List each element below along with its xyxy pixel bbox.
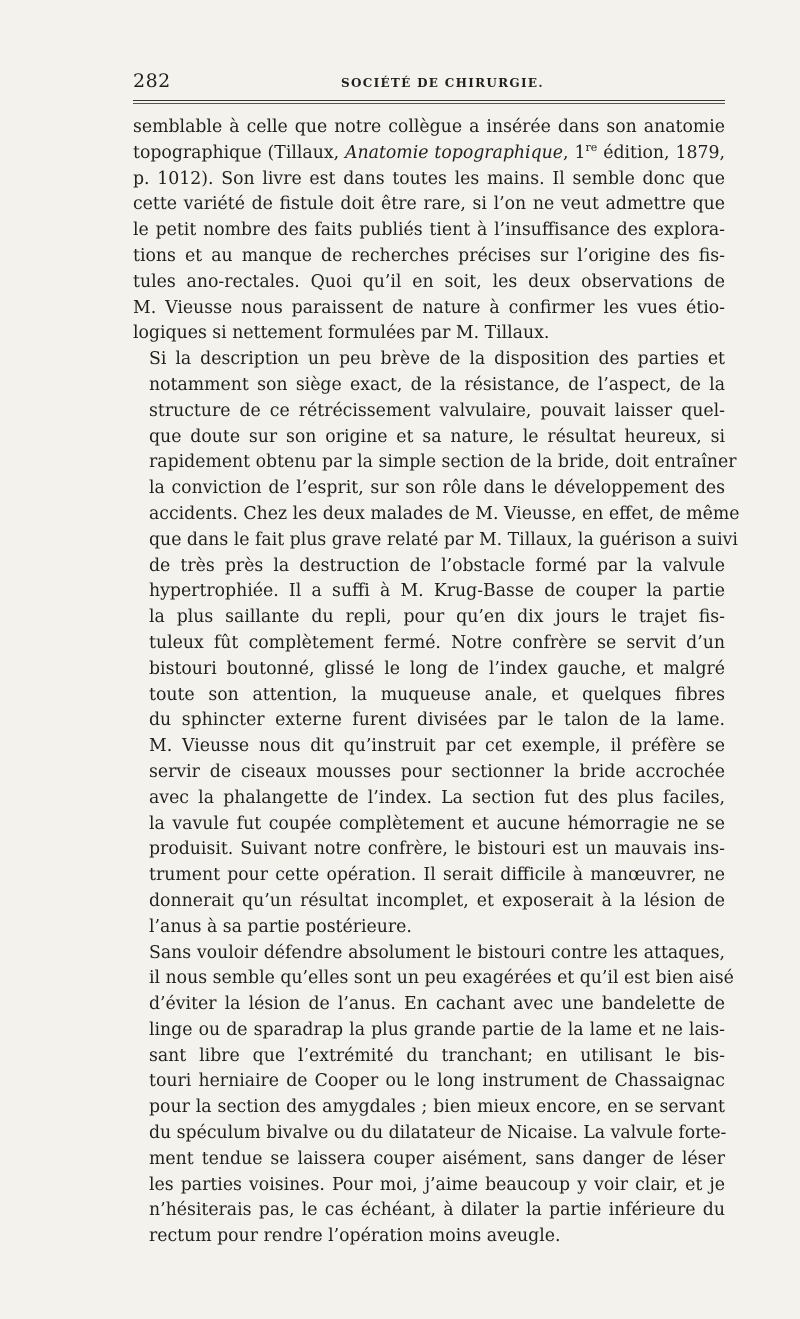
- header-rule: [133, 100, 725, 101]
- text-line: topographique (Tillaux, Anatomie topographique, 1re édition, 1879,: [133, 141, 725, 163]
- text-line: accidents. Chez les deux malades de M. Vieusse, en effet, de même: [149, 503, 740, 524]
- text-line: sant libre que l’extrémité du tranchant; en utilisant le bis-: [149, 1045, 725, 1066]
- text-line: rapidement obtenu par la simple section de la bride, doit entraîner: [149, 452, 737, 473]
- text-line: avec la phalangette de l’index. La section fut des plus faciles,: [149, 787, 725, 808]
- text-line: servir de ciseaux mousses pour sectionner la bride accrochée: [149, 761, 725, 782]
- text-line: tuleux fût complètement fermé. Notre confrère se servit d’un: [149, 632, 725, 653]
- text-line: tions et au manque de recherches précises sur l’origine des fis-: [133, 245, 725, 266]
- text-line: notamment son siège exact, de la résistance, de l’aspect, de la: [149, 374, 725, 395]
- text-line: Sans vouloir défendre absolument le bistouri contre les attaques,: [149, 942, 725, 963]
- text-line: tules ano-rectales. Quoi qu’il en soit, les deux observations de: [133, 271, 725, 292]
- text-line: la plus saillante du repli, pour qu’en dix jours le trajet fis-: [149, 607, 725, 628]
- paragraph: [133, 941, 734, 1251]
- text-line: semblable à celle que notre collègue a insérée dans son anatomie: [133, 117, 725, 137]
- text-line: cette variété de fistule doit être rare, si l’on ne veut admettre que: [133, 194, 725, 215]
- text-line: toute son attention, la muqueuse anale, et quelques fibres: [149, 684, 725, 705]
- text-line: de très près la destruction de l’obstacle formé par la valvule: [149, 555, 725, 576]
- text-line: pour la section des amygdales ; bien mieux encore, en se servant: [149, 1097, 725, 1118]
- text-line: d’éviter la lésion de l’anus. En cachant avec une bandelette de: [149, 994, 725, 1015]
- text-line: que doute sur son origine et sa nature, le résultat heureux, si: [149, 426, 725, 447]
- text-line: donnerait qu’un résultat incomplet, et exposerait à la lésion de: [149, 890, 725, 911]
- text-line: la vavule fut coupée complètement et aucune hémorragie ne se: [149, 813, 725, 834]
- text-line: les parties voisines. Pour moi, j’aime beaucoup y voir clair, et je: [149, 1174, 725, 1195]
- running-title: SOCIÉTÉ DE CHIRURGIE.: [341, 76, 544, 90]
- text-line: logiques si nettement formulées par M. Tillaux.: [133, 323, 550, 344]
- text-line: rectum pour rendre l’opération moins aveugle.: [149, 1226, 561, 1247]
- text-line: touri herniaire de Cooper ou le long instrument de Chassaignac: [149, 1071, 725, 1092]
- text-line: il nous semble qu’elles sont un peu exagérées et qu’il est bien aisé: [149, 968, 734, 989]
- text-line: ment tendue se laissera couper aisément, sans danger de léser: [149, 1148, 725, 1169]
- text-line: structure de ce rétrécissement valvulaire, pouvait laisser quel-: [149, 400, 725, 421]
- text-line: la conviction de l’esprit, sur son rôle dans le développement des: [149, 478, 725, 499]
- text-line: M. Vieusse nous paraissent de nature à confirmer les vues étio-: [133, 297, 725, 318]
- running-head: [133, 62, 733, 92]
- book-page: [133, 62, 740, 1250]
- text-line: que dans le fait plus grave relaté par M. Tillaux, la guérison a suivi: [149, 529, 738, 550]
- text-line: M. Vieusse nous dit qu’instruit par cet exemple, il préfère se: [149, 736, 725, 757]
- text-line: linge ou de sparadrap la plus grande partie de la lame et ne lais-: [149, 1019, 725, 1040]
- text-line: hypertrophiée. Il a suffi à M. Krug-Basse de couper la partie: [149, 581, 725, 602]
- text-line: du spéculum bivalve ou du dilatateur de Nicaise. La valvule forte-: [149, 1123, 727, 1144]
- text-line: produisit. Suivant notre confrère, le bistouri est un mauvais ins-: [149, 839, 725, 860]
- text-line: l’anus à sa partie postérieure.: [149, 916, 412, 937]
- paragraph: [133, 115, 725, 347]
- text-line: bistouri boutonné, glissé le long de l’index gauche, et malgré: [149, 658, 725, 679]
- text-line: trument pour cette opération. Il serait difficile à manœuvrer, ne: [149, 865, 725, 886]
- text-line: Si la description un peu brève de la disposition des parties et: [149, 349, 725, 370]
- paragraph: [133, 347, 740, 940]
- body-text: [133, 115, 740, 1250]
- text-line: du sphincter externe furent divisées par le talon de la lame.: [149, 710, 725, 731]
- text-line: p. 1012). Son livre est dans toutes les mains. Il semble donc que: [133, 168, 725, 189]
- page-number: 282: [133, 70, 171, 92]
- text-line: n’hésiterais pas, le cas échéant, à dilater la partie inférieure du: [149, 1200, 725, 1221]
- text-line: le petit nombre des faits publiés tient à l’insuffisance des explora-: [133, 220, 725, 241]
